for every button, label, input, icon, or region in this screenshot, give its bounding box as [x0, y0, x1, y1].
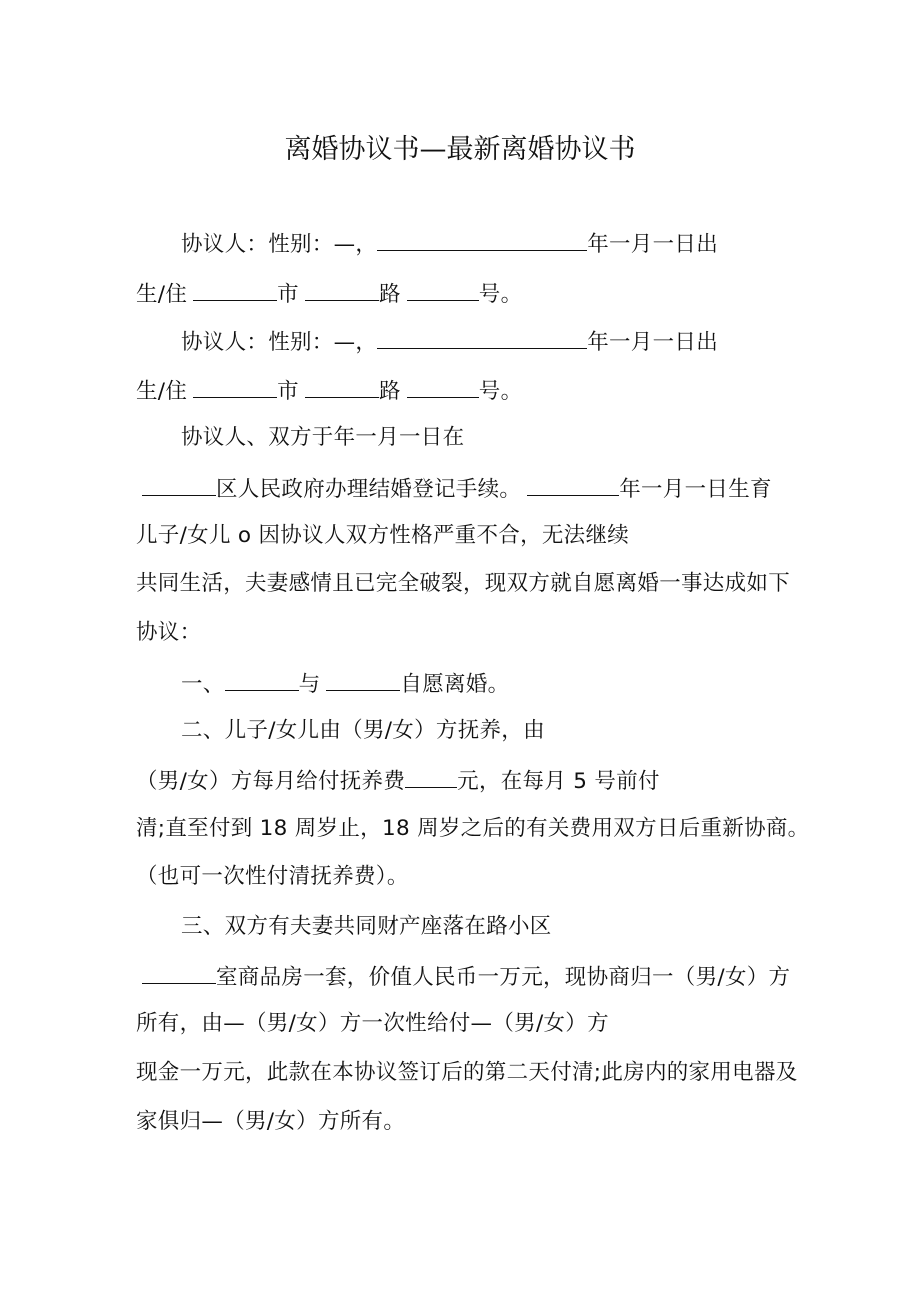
paragraph-line-marriage-e	[136, 618, 201, 648]
clause-one	[181, 668, 509, 700]
clause-three-a	[181, 912, 552, 942]
document-title: 离婚协议书—最新离婚协议书	[284, 134, 636, 165]
line-text: 儿子/女儿 o 因协议人双方性格严重不合，无法继续	[136, 523, 630, 548]
line-text: 年一月一日出	[587, 232, 719, 257]
fill-blank	[377, 326, 587, 349]
clause-two-a	[181, 716, 545, 746]
line-text: 与	[298, 672, 321, 697]
line-text: 号。	[478, 379, 523, 404]
fill-blank	[305, 375, 379, 398]
fill-blank	[326, 668, 400, 691]
fill-blank	[527, 473, 619, 496]
fill-blank	[377, 228, 587, 251]
line-text: 年一月一日出	[587, 330, 719, 355]
line-text: 协议人：性别：—，	[181, 330, 378, 355]
clause-three-e	[136, 1107, 405, 1137]
line-text: 二、儿子/女儿由（男/女）方抚养，由	[181, 718, 545, 743]
line-text: 室商品房一套，价值人民币一万元，现协商归一（男/女）方	[216, 965, 791, 990]
line-text: 区人民政府办理结婚登记手续。	[216, 477, 522, 502]
clause-two-d	[136, 862, 409, 892]
line-text: 年一月一日生育	[619, 477, 772, 502]
paragraph-line-marriage-d	[136, 569, 790, 599]
line-text: 元，在每月 5 号前付	[457, 769, 660, 794]
line-text: 市	[277, 282, 299, 307]
paragraph-line-marriage-c	[136, 521, 629, 551]
line-text: 路	[378, 282, 401, 307]
line-text: （男/女）方每月给付抚养费	[136, 769, 406, 794]
fill-blank	[407, 375, 479, 398]
line-text: 市	[277, 379, 299, 404]
fill-blank	[407, 278, 479, 301]
line-text: 三、双方有夫妻共同财产座落在路小区	[181, 914, 552, 939]
fill-blank	[405, 765, 457, 788]
line-text: 共同生活，夫妻感情且已完全破裂，现双方就自愿离婚一事达成如下	[136, 571, 791, 596]
clause-three-c	[136, 1009, 609, 1039]
line-text: 家俱归—（男/女）方所有。	[136, 1109, 406, 1134]
fill-blank	[305, 278, 379, 301]
paragraph-line-party2-a	[181, 326, 718, 358]
line-text: （也可一次性付清抚养费）。	[136, 864, 409, 889]
line-text: 生/住	[136, 379, 188, 404]
line-text: 协议人：性别：—，	[181, 232, 378, 257]
line-text: 号。	[478, 282, 523, 307]
fill-blank	[142, 473, 216, 496]
line-text: 现金一万元，此款在本协议签订后的第二天付清;此房内的家用电器及	[136, 1060, 798, 1085]
line-text: 生/住	[136, 282, 188, 307]
line-text: 所有，由—（男/女）方一次性给付—（男/女）方	[136, 1011, 609, 1036]
paragraph-line-marriage-b	[136, 473, 772, 505]
line-text: 协议：	[136, 620, 202, 645]
paragraph-line-party2-b	[136, 375, 522, 407]
line-text: 清;直至付到 18 周岁止，18 周岁之后的有关费用双方日后重新协商。	[136, 816, 810, 841]
fill-blank	[142, 961, 216, 984]
paragraph-line-party1-b	[136, 278, 522, 310]
fill-blank	[193, 375, 277, 398]
line-text: 协议人、双方于年一月一日在	[181, 425, 465, 450]
fill-blank	[225, 668, 299, 691]
line-text: 一、	[181, 672, 225, 697]
line-text: 路	[378, 379, 401, 404]
paragraph-line-marriage-a	[181, 423, 464, 453]
clause-three-d	[136, 1058, 798, 1088]
clause-three-b	[136, 961, 790, 993]
paragraph-line-party1-a	[181, 228, 718, 260]
clause-two-b	[136, 765, 660, 797]
line-text: 自愿离婚。	[400, 672, 510, 697]
clause-two-c	[136, 814, 809, 844]
fill-blank	[193, 278, 277, 301]
